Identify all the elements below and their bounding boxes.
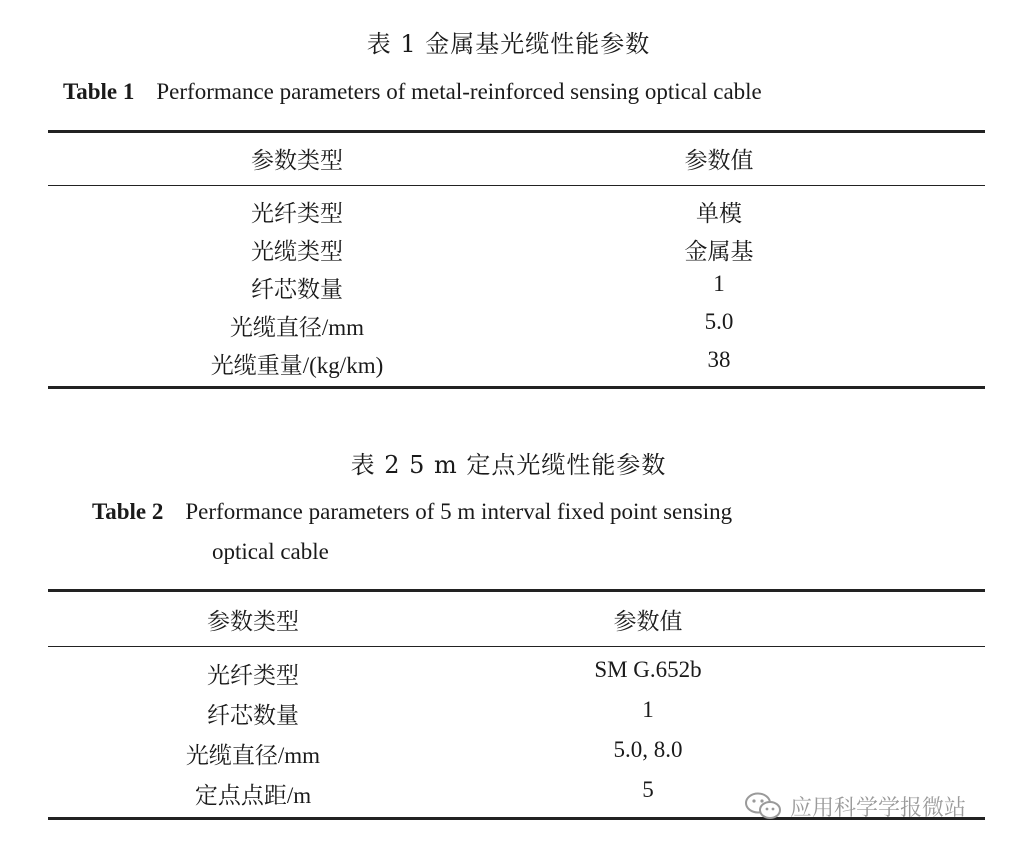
table1-row-label: 光缆重量/(kg/km) (210, 353, 384, 378)
table1-row-label: 光纤类型 (251, 201, 343, 226)
table1-caption-cn: 表 1 金属基光缆性能参数 (366, 30, 651, 58)
table1-header-type: 参数类型 (251, 148, 343, 173)
table2-row-label: 光纤类型 (207, 663, 299, 688)
watermark-text: 应用科学学报微站 (790, 795, 967, 821)
table2-label: Table 2 (92, 499, 164, 524)
table1-row-value: 单模 (696, 201, 742, 226)
table2-row-value: SM G.652b (594, 657, 702, 682)
table2-row-value: 1 (642, 697, 654, 722)
table2-caption-en (92, 492, 732, 532)
table1-row-value: 1 (713, 271, 725, 296)
table2-header-type: 参数类型 (207, 609, 299, 634)
table1-row-label: 光缆直径/mm (229, 315, 365, 340)
table1-bottom-rule (48, 386, 985, 389)
table2-row-label: 光缆直径/mm (185, 743, 321, 768)
table1-row-value: 38 (707, 347, 731, 372)
table1-caption-en (63, 72, 762, 112)
watermark (744, 788, 966, 824)
table1-header-value: 参数值 (684, 148, 754, 173)
table1-row-value: 金属基 (684, 239, 754, 264)
table2-caption-cn: 表 2 5 m 定点光缆性能参数 (350, 451, 667, 479)
table2-top-rule (48, 589, 985, 592)
table2-row-label: 定点点距/m (194, 783, 312, 808)
table1-label: Table 1 (63, 79, 135, 104)
table1-caption-text: Performance parameters of metal-reinforced sensing optical cable (156, 79, 762, 104)
table2-header-value: 参数值 (613, 609, 683, 634)
wechat-icon (744, 791, 782, 821)
table2-caption-en-line2: optical cable (212, 539, 329, 564)
table1-row-value: 5.0 (704, 309, 734, 334)
table1-top-rule (48, 130, 985, 133)
table1-row-label: 纤芯数量 (251, 277, 343, 302)
table1-header-rule (48, 185, 985, 186)
table2-caption-text: Performance parameters of 5 m interval fixed point sensing (185, 499, 733, 524)
table2-row-value: 5.0, 8.0 (613, 737, 683, 762)
table1-row-label: 光缆类型 (251, 239, 343, 264)
table2-row-label: 纤芯数量 (207, 703, 299, 728)
table2-header-rule (48, 646, 985, 647)
table2-row-value: 5 (642, 777, 654, 802)
